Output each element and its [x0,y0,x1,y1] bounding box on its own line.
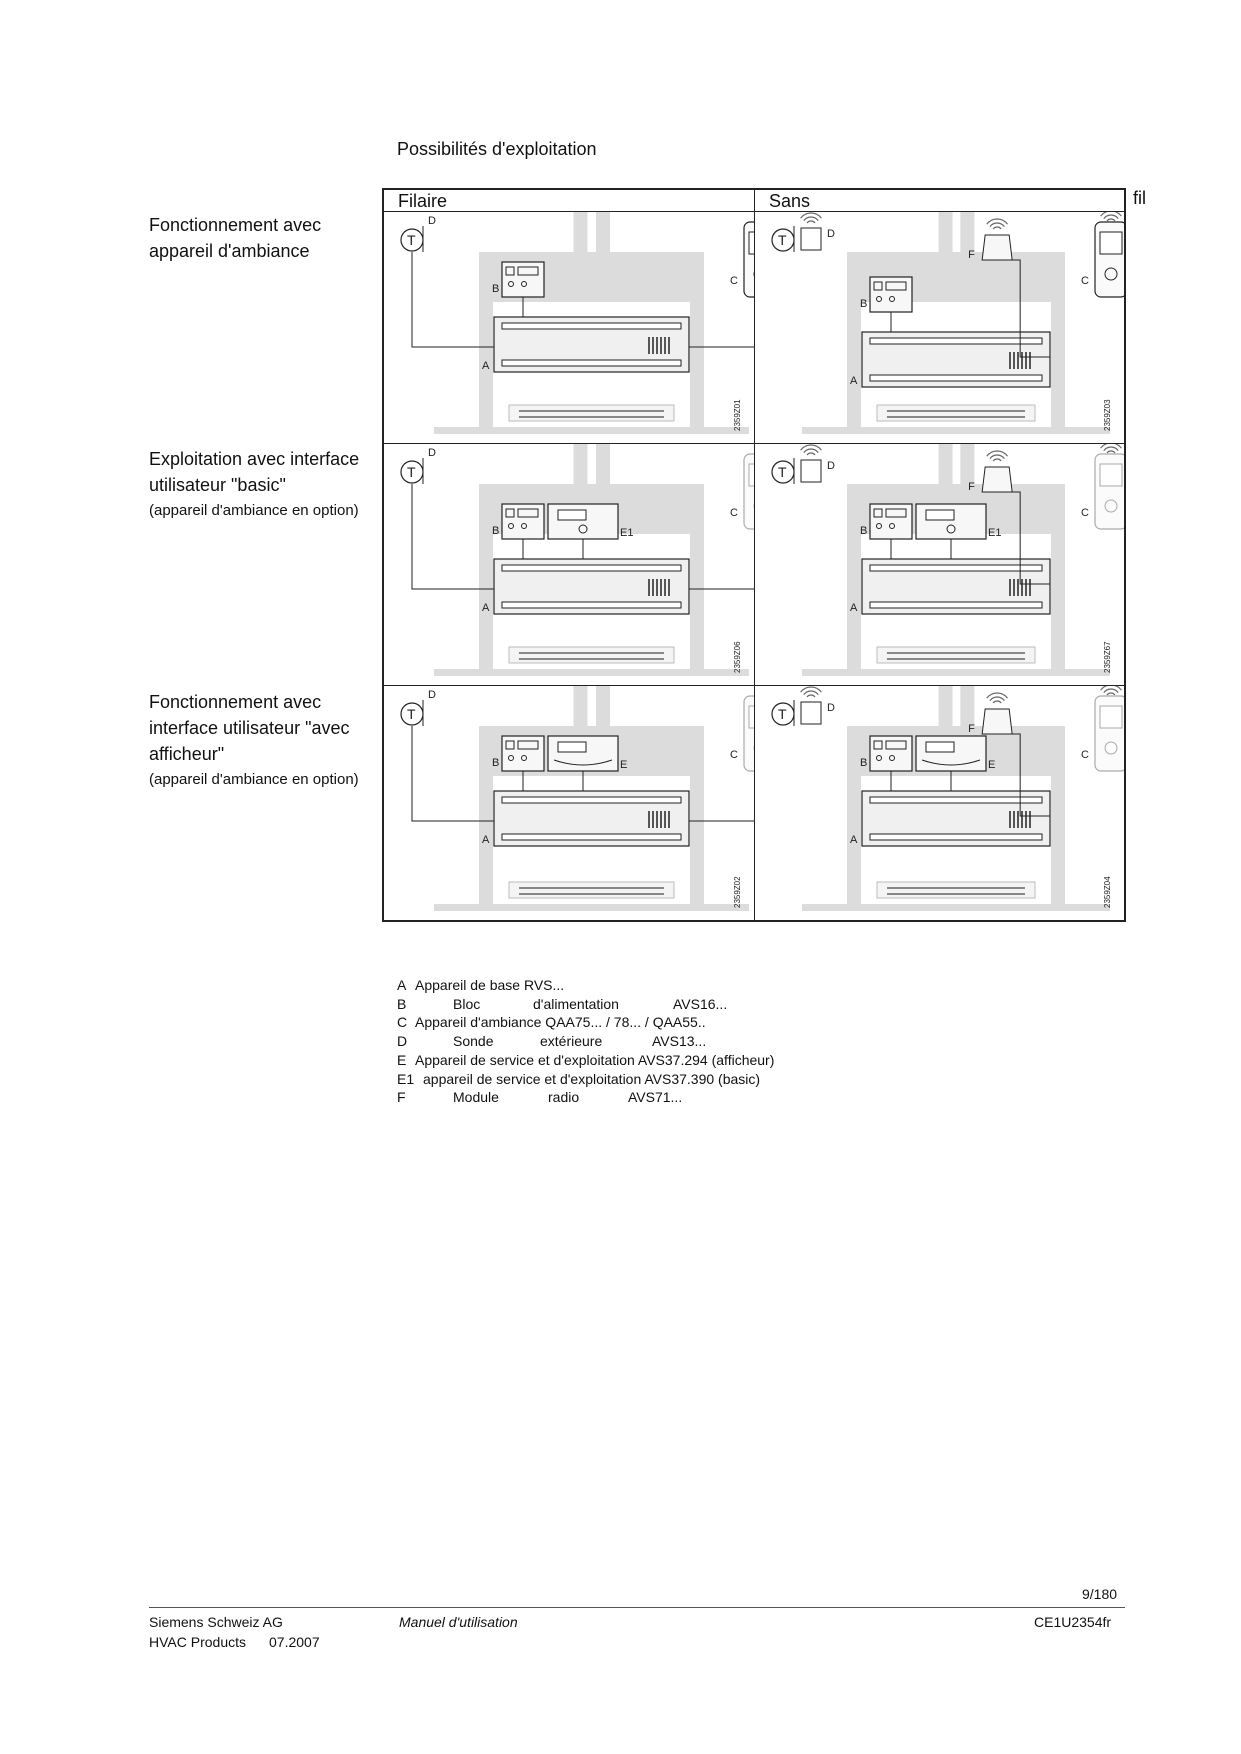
chimney-right [596,212,610,257]
row-3-note: (appareil d'ambiance en option) [149,771,359,788]
radio-waves-icon [804,217,818,221]
radio-module-body [982,709,1012,734]
radio-waves-icon [804,449,818,453]
chimney-left [574,444,588,489]
schematic-drawing [755,444,1124,685]
radio-waves-icon [993,701,1001,703]
label-a: A [850,834,858,846]
floor-base [434,904,749,911]
radio-waves-icon [990,697,1004,701]
row-label-ambient [149,212,321,264]
room-unit-c [1095,686,1124,771]
radio-waves-icon [807,453,815,455]
outdoor-sensor-d [772,445,821,484]
diagram-wired-basic [384,444,754,685]
chimney-left [939,686,953,731]
label-b: B [860,298,868,310]
wireless-transmitter [801,702,821,724]
base-unit-rail [502,797,681,803]
operating-unit-body [916,736,986,771]
operating-unit [548,736,618,771]
base-unit-a [862,559,1050,614]
boiler-leg-right [1051,302,1065,428]
room-unit-c [744,222,754,297]
outdoor-sensor-d [772,687,821,726]
figure-code: 2359Z06 [733,641,742,673]
room-unit-display [1100,706,1122,728]
row-1-line-1: Fonctionnement avec [149,215,322,235]
operating-unit [916,504,986,539]
base-unit-a [862,791,1050,846]
radio-waves-icon [807,695,815,697]
room-unit-c [1095,212,1124,297]
schematic-drawing [384,212,754,443]
base-unit-rail [502,834,681,840]
base-unit-rail [870,834,1042,840]
base-unit-a [494,791,689,846]
legend-item-e: E Appareil de service et d'exploitation AVS37.294 (afficheur) [397,1051,775,1068]
sensor-t-symbol: T [778,464,787,480]
boiler-leg-right [690,534,704,670]
label-d: D [428,215,436,227]
burner [509,405,674,421]
footer-division: HVAC Products [149,1634,246,1650]
power-supply-b [502,504,544,539]
burner [877,647,1035,663]
column-header-wireless: Sans [755,190,1126,212]
boiler-leg-right [1051,776,1065,905]
chimney-right [596,444,610,489]
wiring [891,539,951,559]
label-a: A [482,360,490,372]
chimney-left [939,212,953,257]
legend-item-e1: E1 appareil de service et d'exploitation AVS37.390 (basic) [397,1070,761,1087]
chimney-left [574,686,588,731]
room-unit-display [1100,232,1122,254]
row-label-display [149,689,359,793]
sensor-t-symbol: T [778,232,787,248]
row-2-note: (appareil d'ambiance en option) [149,502,359,519]
radio-module-body [982,235,1012,260]
power-supply-b [870,736,912,771]
radio-waves-icon [1104,215,1118,219]
operation-diagram-table [382,188,1126,922]
outdoor-sensor-d [401,458,423,484]
display [558,510,586,520]
base-unit-rail [502,360,681,366]
label-a: A [850,602,858,614]
label-b: B [492,757,500,769]
label-a: A [482,602,490,614]
footer-company: Siemens Schweiz AG [149,1614,283,1630]
burner [877,882,1035,898]
footer-divider [149,1607,1125,1608]
figure-code: 2359Z02 [733,876,742,908]
diagram-wireless-ambient [755,212,1124,443]
base-unit-rail [502,565,681,571]
label-b: B [860,525,868,537]
label-d: D [827,228,835,240]
legend-item-b: B Bloc d'alimentation AVS16... [397,995,728,1012]
label-b: B [492,283,500,295]
label-e: E [620,759,628,771]
wireless-transmitter [801,460,821,482]
burner [509,882,674,898]
chimney-left [574,212,588,257]
wireless-transmitter [801,228,821,250]
radio-waves-icon [1107,693,1115,695]
radio-waves-icon [990,223,1004,227]
power-supply-b [502,736,544,771]
room-unit-display [749,232,754,254]
floor-base [434,427,749,434]
outdoor-sensor-d [401,700,423,726]
row-3-line-3: afficheur" [149,744,225,764]
outdoor-sensor-d [772,213,821,252]
label-c: C [1081,749,1089,761]
operating-unit [916,736,986,771]
sensor-t-symbol: T [778,706,787,722]
sensor-t-symbol: T [407,706,416,722]
room-unit-display [749,706,754,728]
room-unit-c [744,454,754,529]
power-supply-b [870,504,912,539]
boiler-leg-right [690,776,704,905]
diagram-wireless-basic [755,444,1124,685]
base-unit-rail [502,323,681,329]
label-b: B [860,757,868,769]
label-c: C [1081,275,1089,287]
label-d: D [827,702,835,714]
page-number: 9/180 [1082,1586,1118,1602]
schematic-drawing [384,444,754,685]
label-f: F [968,249,975,261]
legend-item-a: A Appareil de base RVS... [397,977,565,993]
base-unit-rail [870,602,1042,608]
footer-doc-title: Manuel d'utilisation [399,1614,518,1630]
floor-base [802,904,1110,911]
schematic-drawing [755,212,1124,443]
radio-waves-icon [1107,451,1115,453]
label-c: C [730,275,738,287]
row-3-line-2: interface utilisateur "avec [149,718,350,738]
label-f: F [968,481,975,493]
boiler-leg-right [690,302,704,428]
sensor-t-symbol: T [407,232,416,248]
display [926,510,954,520]
display [926,742,954,752]
label-b: B [492,525,500,537]
diagram-wired-display [384,686,754,920]
label-c: C [730,507,738,519]
room-unit-c [744,696,754,771]
figure-code: 2359Z04 [1103,876,1112,908]
outdoor-sensor-d [401,226,423,252]
power-supply-b [870,277,912,312]
radio-waves-icon [993,227,1001,229]
radio-waves-icon [1107,219,1115,221]
base-unit-rail [502,602,681,608]
burner [877,405,1035,421]
label-d: D [827,460,835,472]
chimney-right [596,686,610,731]
column-header-wireless-suffix: fil [1133,188,1146,208]
base-unit-rail [870,565,1042,571]
base-unit-rail [870,797,1042,803]
base-unit-rail [870,338,1042,344]
row-1-line-2: appareil d'ambiance [149,241,310,261]
label-e1: E1 [988,527,1002,539]
figure-code: 2359Z67 [1103,641,1112,673]
boiler-leg-right [1051,534,1065,670]
room-unit-c [1095,444,1124,529]
page-title: Possibilités d'exploitation [397,139,597,159]
sensor-t-symbol: T [407,464,416,480]
figure-code: 2359Z01 [733,399,742,431]
room-unit-display [1100,464,1122,486]
legend [397,976,774,1107]
radio-waves-icon [807,221,815,223]
label-e: E [988,759,996,771]
base-unit-a [862,332,1050,387]
operating-unit-body [548,736,618,771]
radio-waves-icon [990,455,1004,459]
boiler-leg-left [847,302,861,428]
label-d: D [428,689,436,701]
row-3-line-1: Fonctionnement avec [149,692,322,712]
figure-code: 2359Z03 [1103,399,1112,431]
base-unit-a [494,559,689,614]
chimney-left [939,444,953,489]
schematic-drawing [755,686,1124,920]
label-a: A [482,834,490,846]
boiler-silhouette [802,212,1110,434]
operating-unit [548,504,618,539]
floor-base [802,669,1110,676]
base-unit-rail [870,375,1042,381]
operating-unit-body [548,504,618,539]
radio-waves-icon [1104,689,1118,693]
label-c: C [1081,507,1089,519]
diagram-wired-ambient [384,212,754,443]
radio-waves-icon [1104,447,1118,451]
burner [509,647,674,663]
footer-doc-code: CE1U2354fr [1034,1614,1112,1630]
label-e1: E1 [620,527,634,539]
schematic-drawing [384,686,754,920]
base-unit-a [494,317,689,372]
floor-base [434,669,749,676]
legend-item-f: F Module radio AVS71... [397,1089,683,1106]
label-d: D [428,447,436,459]
row-label-basic [149,446,359,524]
radio-module-body [982,467,1012,492]
operating-unit-body [916,504,986,539]
column-header-wired: Filaire [384,190,755,212]
label-f: F [968,723,975,735]
display [558,742,586,752]
diagram-wireless-display [755,686,1124,920]
row-2-line-2: utilisateur "basic" [149,475,286,495]
legend-item-c: C Appareil d'ambiance QAA75... / 78... / QAA55.. [397,1014,706,1031]
footer-date: 07.2007 [269,1634,320,1650]
floor-base [802,427,1110,434]
row-2-line-1: Exploitation avec interface [149,449,360,469]
radio-waves-icon [993,459,1001,461]
legend-item-d: D Sonde extérieure AVS13... [397,1033,707,1050]
power-supply-b [502,262,544,297]
label-c: C [730,749,738,761]
radio-waves-icon [804,691,818,695]
room-unit-display [749,464,754,486]
label-a: A [850,375,858,387]
